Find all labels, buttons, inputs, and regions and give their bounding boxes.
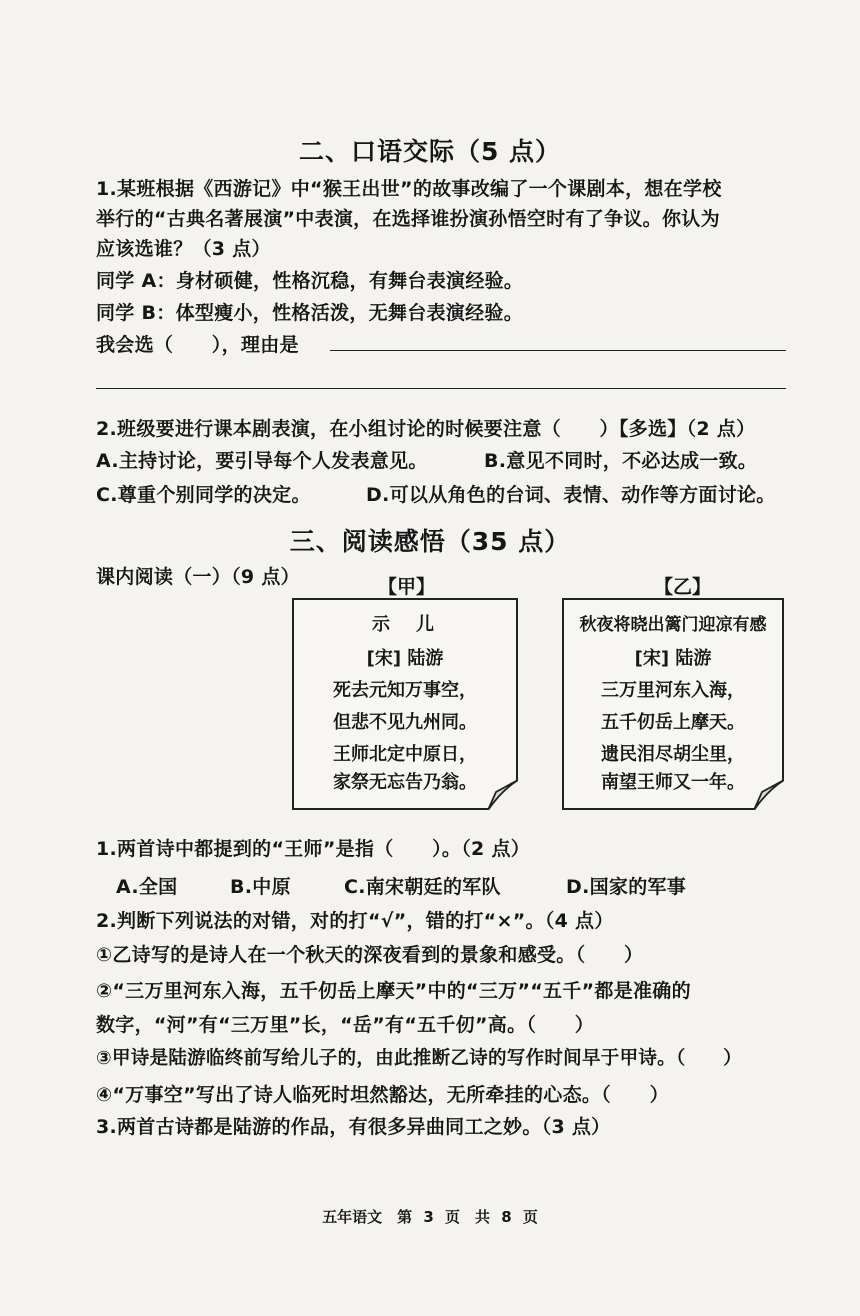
s2-q1-answer-prompt: 我会选（ ），理由是	[96, 334, 299, 356]
poem-a-title: 示 儿	[372, 614, 438, 635]
poem-b-line-1: 三万里河东入海，	[601, 680, 745, 701]
s3-q3-stem: 3.两首古诗都是陆游的作品，有很多异曲同工之妙。（3 点）	[96, 1116, 611, 1138]
s3-q2-s2b: 数字，“河”有“三万里”长，“岳”有“五千仞”高。（ ）	[96, 1014, 595, 1036]
answer-line-2[interactable]	[96, 388, 786, 389]
poem-b-author: [宋] 陆游	[634, 648, 712, 669]
page-footer: 五年语文 第 3 页 共 8 页	[322, 1208, 538, 1226]
s2-q2-opt-c: C.尊重个别同学的决定。	[96, 484, 311, 506]
s3-q2-s4: ④“万事空”写出了诗人临死时坦然豁达，无所牵挂的心态。（ ）	[96, 1084, 669, 1106]
s2-q1-line2: 举行的“古典名著展演”中表演，在选择谁扮演孙悟空时有了争议。你认为	[96, 208, 720, 230]
s2-q1-line1: 1.某班根据《西游记》中“猴王出世”的故事改编了一个课剧本，想在学校	[96, 178, 722, 200]
poem-a-line-2: 但悲不见九州同。	[333, 712, 477, 733]
poem-a-label: 【甲】	[378, 576, 436, 598]
page-curl-icon	[754, 780, 784, 810]
poem-a-card	[292, 598, 518, 810]
s3-q1-opt-a: A.全国	[116, 876, 178, 898]
answer-line-1[interactable]	[330, 350, 786, 351]
page-curl-icon	[488, 780, 518, 810]
poem-b-title: 秋夜将晓出篱门迎凉有感	[579, 615, 767, 635]
s2-q2-opt-a: A.主持讨论，要引导每个人发表意见。	[96, 450, 428, 472]
poem-b-label: 【乙】	[654, 576, 712, 598]
poem-a-author: [宋] 陆游	[366, 648, 444, 669]
poem-a-line-4: 家祭无忘告乃翁。	[333, 772, 477, 793]
s2-q1-line3: 应该选谁？（3 点）	[96, 238, 271, 260]
poem-a-line-1: 死去元知万事空，	[333, 680, 477, 701]
s3-subtitle: 课内阅读（一）（9 点）	[96, 566, 300, 588]
s2-q1-student-b: 同学 B：体型瘦小，性格活泼，无舞台表演经验。	[96, 302, 523, 324]
poem-b-card	[562, 598, 784, 810]
poem-b-line-2: 五千仞岳上摩天。	[601, 712, 745, 733]
s2-q2-opt-b: B.意见不同时，不必达成一致。	[484, 450, 758, 472]
poem-b-line-4: 南望王师又一年。	[601, 772, 745, 793]
s3-q1-stem: 1.两首诗中都提到的“王师”是指（ ）。（2 点）	[96, 838, 531, 860]
s3-q2-s2a: ②“三万里河东入海，五千仞岳上摩天”中的“三万”“五千”都是准确的	[96, 980, 691, 1002]
s3-q1-opt-c: C.南宋朝廷的军队	[344, 876, 501, 898]
s3-q2-s1: ①乙诗写的是诗人在一个秋天的深夜看到的景象和感受。（ ）	[96, 944, 644, 966]
s2-q2-opt-d: D.可以从角色的台词、表情、动作等方面讨论。	[366, 484, 776, 506]
s3-q2-s3: ③甲诗是陆游临终前写给儿子的，由此推断乙诗的写作时间早于甲诗。（ ）	[96, 1048, 742, 1069]
s3-q1-opt-d: D.国家的军事	[566, 876, 687, 898]
section-3-title: 三、阅读感悟（35 点）	[289, 527, 571, 556]
poem-b-line-3: 遗民泪尽胡尘里，	[601, 744, 745, 765]
section-2-title: 二、口语交际（5 点）	[298, 137, 562, 166]
s3-q1-opt-b: B.中原	[230, 876, 291, 898]
poem-a-line-3: 王师北定中原日，	[333, 744, 477, 765]
s2-q1-student-a: 同学 A：身材硕健，性格沉稳，有舞台表演经验。	[96, 270, 524, 292]
s3-q2-stem: 2.判断下列说法的对错，对的打“√”，错的打“×”。（4 点）	[96, 910, 614, 932]
s2-q2-stem: 2.班级要进行课本剧表演，在小组讨论的时候要注意（ ）【多选】（2 点）	[96, 418, 756, 440]
